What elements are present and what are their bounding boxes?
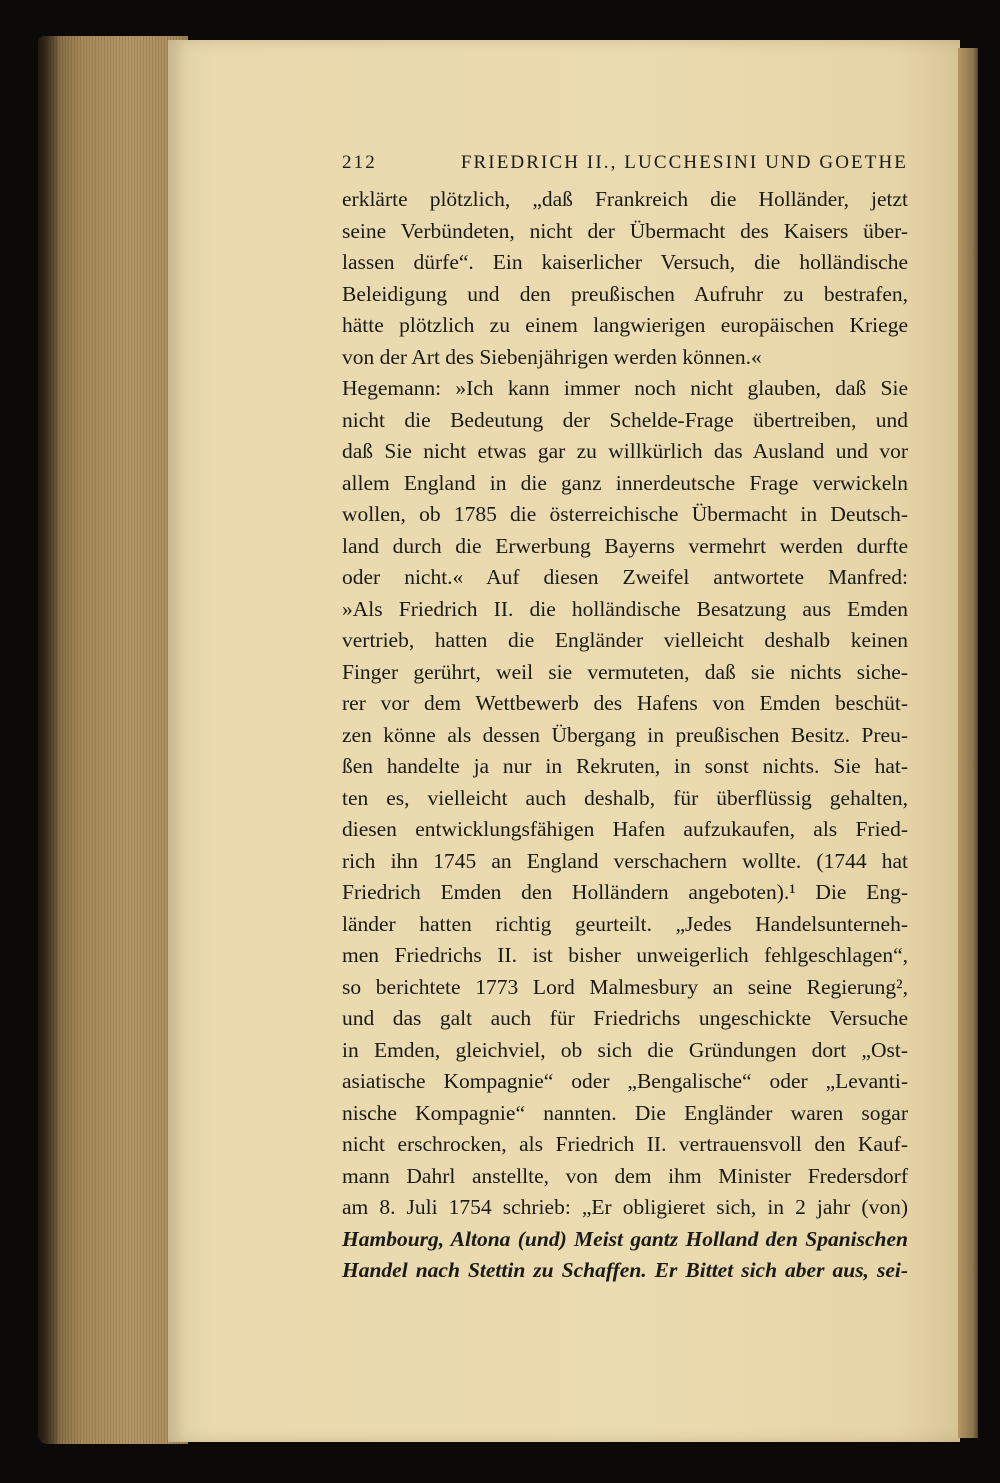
text-line: rer vor dem Wettbewerb des Hafens von Emden beschüt- xyxy=(342,691,908,715)
text-line: hätte plötzlich zu einem langwierigen europäischen Kriege xyxy=(342,313,908,337)
quoted-letter-line: Hambourg, Altona (und) Meist gantz Holland den Spanischen xyxy=(342,1226,908,1251)
text-line: länder hatten richtig geurteilt. „Jedes Handelsunterneh- xyxy=(342,911,908,936)
text-line: rich ihn 1745 an England verschachern wollte. (1744 hat xyxy=(342,848,908,873)
book-cover-edge xyxy=(38,36,58,1444)
gutter-shadow xyxy=(978,30,1000,1460)
text-line: in Emden, gleichviel, ob sich die Gründungen dort „Ost- xyxy=(342,1037,908,1062)
quoted-letter-line: Handel nach Stettin zu Schaffen. Er Bittet sich aber aus, sei- xyxy=(342,1258,908,1282)
running-head xyxy=(342,152,908,184)
text-line: lassen dürfe“. Ein kaiserlicher Versuch, die holländische xyxy=(342,250,908,274)
text-line: Friedrich Emden den Holländern angeboten).¹ Die Eng- xyxy=(342,880,908,904)
text-line: Hegemann: »Ich kann immer noch nicht glauben, daß Sie xyxy=(342,376,908,400)
text-line: wollen, ob 1785 die österreichische Übermacht in Deutsch- xyxy=(342,502,908,526)
text-line: allem England in die ganz innerdeutsche Frage verwickeln xyxy=(342,470,908,495)
text-line: erklärte plötzlich, „daß Frankreich die Holländer, jetzt xyxy=(342,187,908,211)
text-line: zen könne als dessen Übergang in preußischen Besitz. Preu- xyxy=(342,722,908,747)
text-line: so berichtete 1773 Lord Malmesbury an seine Regierung², xyxy=(342,974,908,999)
text-line: und das galt auch für Friedrichs ungeschickte Versuche xyxy=(342,1006,908,1030)
text-line: von der Art des Siebenjährigen werden können.« xyxy=(342,344,762,369)
text-line: ten es, vielleicht auch deshalb, für überflüssig gehalten, xyxy=(342,785,908,810)
text-line: am 8. Juli 1754 schrieb: „Er obligieret sich, in 2 jahr (von) xyxy=(342,1195,908,1219)
text-line: ßen handelte ja nur in Rekruten, in sonst nichts. Sie hat- xyxy=(342,754,908,778)
text-line: daß Sie nicht etwas gar zu willkürlich das Ausland und vor xyxy=(342,439,908,463)
text-line: Beleidigung und den preußischen Aufruhr zu bestrafen, xyxy=(342,281,908,306)
text-line: seine Verbündeten, nicht der Übermacht des Kaisers über- xyxy=(342,218,908,243)
text-line: »Als Friedrich II. die holländische Besatzung aus Emden xyxy=(342,596,908,621)
page-text-block xyxy=(342,152,908,1287)
facing-page-edge xyxy=(958,48,980,1438)
text-line: land durch die Erwerbung Bayerns vermehrt werden durfte xyxy=(342,533,908,558)
text-line: men Friedrichs II. ist bisher unweigerlich fehlgeschlagen“, xyxy=(342,943,908,967)
text-line: oder nicht.« Auf diesen Zweifel antwortete Manfred: xyxy=(342,565,908,589)
text-line: nische Kompagnie“ nannten. Die Engländer waren sogar xyxy=(342,1100,908,1125)
text-line: mann Dahrl anstellte, von dem ihm Minister Fredersdorf xyxy=(342,1163,908,1188)
page-number: 212 xyxy=(342,152,377,173)
running-title: FRIEDRICH II., LUCCHESINI UND GOETHE xyxy=(460,152,908,173)
text-line: asiatische Kompagnie“ oder „Bengalische“ oder „Levanti- xyxy=(342,1069,908,1093)
text-line: diesen entwicklungsfähigen Hafen aufzukaufen, als Fried- xyxy=(342,817,908,841)
book-page-edges xyxy=(38,36,188,1444)
text-line: nicht erschrocken, als Friedrich II. vertrauensvoll den Kauf- xyxy=(342,1132,908,1156)
text-line: nicht die Bedeutung der Schelde-Frage übertreiben, und xyxy=(342,407,908,432)
text-line: Finger gerührt, weil sie vermuteten, daß sie nichts siche- xyxy=(342,659,908,684)
text-line: vertrieb, hatten die Engländer vielleicht deshalb keinen xyxy=(342,628,908,652)
